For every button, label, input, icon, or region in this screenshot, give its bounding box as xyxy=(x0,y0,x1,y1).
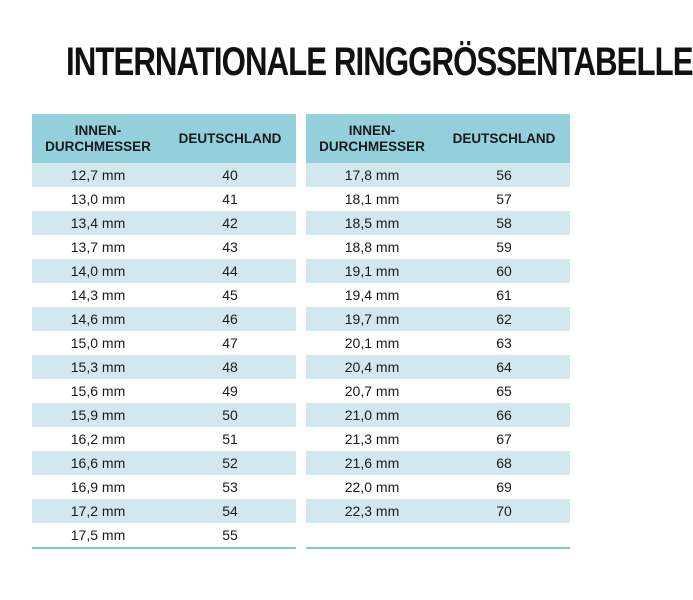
german-size-cell: 65 xyxy=(496,383,512,399)
german-size-cell: 54 xyxy=(222,503,238,519)
header-germany: DEUTSCHLAND xyxy=(178,130,282,146)
inner-diameter-cell: 15,3 mm xyxy=(70,359,126,375)
header-inner-diameter xyxy=(306,123,438,155)
german-size-cell: 53 xyxy=(222,479,238,495)
inner-diameter-cell: 21,6 mm xyxy=(344,455,400,471)
german-size-cell: 64 xyxy=(496,359,512,375)
german-size-cell: 63 xyxy=(496,335,512,351)
inner-diameter-cell: 17,2 mm xyxy=(70,503,126,519)
inner-diameter-cell: 16,6 mm xyxy=(70,455,126,471)
table-row xyxy=(306,451,570,475)
header-inner-diameter-line2: DURCHMESSER xyxy=(45,138,151,154)
table-row xyxy=(306,523,570,547)
table-row xyxy=(32,379,296,403)
german-size-cell: 49 xyxy=(222,383,238,399)
table-row xyxy=(306,163,570,187)
table-row xyxy=(32,403,296,427)
table-row xyxy=(306,355,570,379)
german-size-cell: 42 xyxy=(222,215,238,231)
german-size-cell: 40 xyxy=(222,167,238,183)
german-size-cell: 69 xyxy=(496,479,512,495)
table-row xyxy=(32,235,296,259)
german-size-cell: 55 xyxy=(222,527,238,543)
german-size-cell: 62 xyxy=(496,311,512,327)
inner-diameter-cell: 22,0 mm xyxy=(344,479,400,495)
table-row xyxy=(306,403,570,427)
german-size-cell: 50 xyxy=(222,407,238,423)
inner-diameter-cell: 13,4 mm xyxy=(70,215,126,231)
german-size-cell: 44 xyxy=(222,263,238,279)
inner-diameter-cell: 18,8 mm xyxy=(344,239,400,255)
german-size-cell: 58 xyxy=(496,215,512,231)
inner-diameter-cell: 15,6 mm xyxy=(70,383,126,399)
inner-diameter-cell: 21,0 mm xyxy=(344,407,400,423)
inner-diameter-cell: 20,7 mm xyxy=(344,383,400,399)
inner-diameter-cell: 15,9 mm xyxy=(70,407,126,423)
inner-diameter-cell: 17,8 mm xyxy=(344,167,400,183)
german-size-cell: 60 xyxy=(496,263,512,279)
table-header xyxy=(306,114,570,163)
table-row xyxy=(306,211,570,235)
inner-diameter-cell: 19,1 mm xyxy=(344,263,400,279)
page-title: INTERNATIONALE RINGGRÖSSENTABELLE xyxy=(66,40,693,84)
german-size-cell: 70 xyxy=(496,503,512,519)
german-size-cell: 45 xyxy=(222,287,238,303)
german-size-cell: 43 xyxy=(222,239,238,255)
german-size-cell: 61 xyxy=(496,287,512,303)
table-row xyxy=(32,523,296,547)
table-row xyxy=(32,307,296,331)
inner-diameter-cell: 22,3 mm xyxy=(344,503,400,519)
german-size-cell: 68 xyxy=(496,455,512,471)
table-row xyxy=(306,283,570,307)
header-germany: DEUTSCHLAND xyxy=(452,130,556,146)
table-row xyxy=(32,427,296,451)
ring-size-table-left xyxy=(32,114,296,549)
table-row xyxy=(306,379,570,403)
table-row xyxy=(306,499,570,523)
inner-diameter-cell: 14,6 mm xyxy=(70,311,126,327)
table-row xyxy=(32,499,296,523)
german-size-cell: 59 xyxy=(496,239,512,255)
inner-diameter-cell: 19,7 mm xyxy=(344,311,400,327)
inner-diameter-cell: 17,5 mm xyxy=(70,527,126,543)
table-row xyxy=(32,355,296,379)
table-row xyxy=(32,451,296,475)
table-body xyxy=(32,163,296,547)
header-inner-diameter-line1: INNEN- xyxy=(348,122,396,138)
table-row xyxy=(306,259,570,283)
german-size-cell: 52 xyxy=(222,455,238,471)
table-row xyxy=(32,331,296,355)
table-row xyxy=(306,427,570,451)
inner-diameter-cell: 20,4 mm xyxy=(344,359,400,375)
table-row xyxy=(306,331,570,355)
table-row xyxy=(306,307,570,331)
inner-diameter-cell: 19,4 mm xyxy=(344,287,400,303)
header-inner-diameter-line1: INNEN- xyxy=(74,122,122,138)
table-row xyxy=(306,475,570,499)
german-size-cell: 57 xyxy=(496,191,512,207)
table-header xyxy=(32,114,296,163)
inner-diameter-cell: 14,3 mm xyxy=(70,287,126,303)
ring-size-table-right xyxy=(306,114,570,549)
german-size-cell: 48 xyxy=(222,359,238,375)
inner-diameter-cell: 21,3 mm xyxy=(344,431,400,447)
table-row xyxy=(32,283,296,307)
table-row xyxy=(32,163,296,187)
german-size-cell: 51 xyxy=(222,431,238,447)
table-row xyxy=(306,187,570,211)
german-size-cell: 67 xyxy=(496,431,512,447)
inner-diameter-cell: 15,0 mm xyxy=(70,335,126,351)
header-inner-diameter xyxy=(32,123,164,155)
inner-diameter-cell: 13,7 mm xyxy=(70,239,126,255)
table-row xyxy=(32,259,296,283)
german-size-cell: 56 xyxy=(496,167,512,183)
inner-diameter-cell: 16,2 mm xyxy=(70,431,126,447)
table-row xyxy=(32,475,296,499)
inner-diameter-cell: 18,1 mm xyxy=(344,191,400,207)
german-size-cell: 46 xyxy=(222,311,238,327)
german-size-cell: 47 xyxy=(222,335,238,351)
table-row xyxy=(32,187,296,211)
inner-diameter-cell: 14,0 mm xyxy=(70,263,126,279)
inner-diameter-cell: 20,1 mm xyxy=(344,335,400,351)
table-body xyxy=(306,163,570,547)
table-row xyxy=(32,211,296,235)
table-row xyxy=(306,235,570,259)
german-size-cell: 41 xyxy=(222,191,238,207)
inner-diameter-cell: 16,9 mm xyxy=(70,479,126,495)
inner-diameter-cell: 18,5 mm xyxy=(344,215,400,231)
german-size-cell: 66 xyxy=(496,407,512,423)
inner-diameter-cell: 13,0 mm xyxy=(70,191,126,207)
inner-diameter-cell: 12,7 mm xyxy=(70,167,126,183)
header-inner-diameter-line2: DURCHMESSER xyxy=(319,138,425,154)
